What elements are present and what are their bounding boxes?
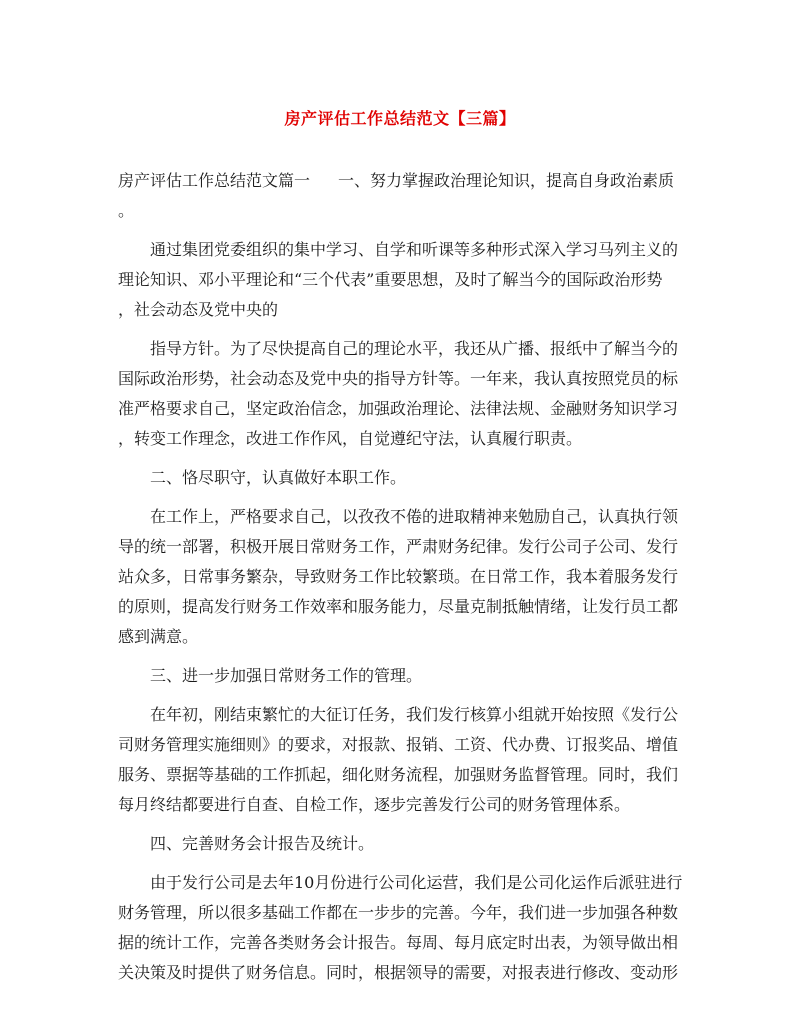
- paragraph-line: 指导方针。为了尽快提高自己的理论水平，我还从广播、报纸中了解当今的: [150, 339, 679, 358]
- section-heading: 三、进一步加强日常财务工作的管理。: [150, 666, 423, 685]
- paragraph-2: [118, 334, 683, 454]
- intro-line-2: 。: [118, 201, 135, 220]
- paragraph-line: 每月终结都要进行自查、自检工作，逐步完善发行公司的财务管理体系。: [118, 795, 631, 814]
- paragraph-line: 的原则，提高发行财务工作效率和服务能力，尽量克制抵触情绪，让发行员工都: [118, 597, 679, 616]
- section-heading-3: [118, 661, 683, 691]
- section-heading-4: [118, 829, 683, 859]
- paragraph-line: 通过集团党委组织的集中学习、自学和听课等多种形式深入学习马列主义的: [150, 240, 679, 259]
- paragraph-3: [118, 502, 683, 652]
- paragraph-line: 服务、票据等基础的工作抓起，细化财务流程，加强财务监督管理。同时，我们: [118, 765, 679, 784]
- section-heading: 二、恪尽职守，认真做好本职工作。: [150, 468, 407, 487]
- paragraph-1: [118, 235, 683, 325]
- paragraph-line: 准严格要求自己，坚定政治信念，加强政治理论、法律法规、金融财务知识学习: [118, 399, 679, 418]
- paragraph-line: 国际政治形势，社会动态及党中央的指导方针等。一年来，我认真按照党员的标: [118, 369, 679, 388]
- document-body: [118, 166, 683, 997]
- section-heading-2: [118, 463, 683, 493]
- intro-paragraph: [118, 166, 683, 226]
- paragraph-line: 理论知识、邓小平理论和“三个代表”重要思想，及时了解当今的国际政治形势: [118, 270, 663, 289]
- paragraph-line: 在年初，刚结束繁忙的大征订任务，我们发行核算小组就开始按照《发行公: [150, 705, 679, 724]
- paragraph-line: 关决策及时提供了财务信息。同时，根据领导的需要，对报表进行修改、变动形: [118, 963, 679, 982]
- section-heading: 四、完善财务会计报告及统计。: [150, 834, 375, 853]
- paragraph-line: 站众多，日常事务繁杂，导致财务工作比较繁琐。在日常工作，我本着服务发行: [118, 567, 679, 586]
- paragraph-5: [118, 868, 683, 988]
- paragraph-line: 财务管理，所以很多基础工作都在一步步的完善。今年，我们进一步加强各种数: [118, 903, 679, 922]
- paragraph-line: ，社会动态及党中央的: [118, 300, 279, 319]
- document-title: 房产评估工作总结范文【三篇】: [284, 109, 516, 128]
- intro-line-1: [118, 166, 683, 196]
- paragraph-line: ，转变工作理念，改进工作作风，自觉遵纪守法，认真履行职责。: [118, 429, 583, 448]
- paragraph-line: 据的统计工作，完善各类财务会计报告。每周、每月底定时出表，为领导做出相: [118, 933, 679, 952]
- paragraph-line: 导的统一部署，积极开展日常财务工作，严肃财务纪律。发行公司子公司、发行: [118, 537, 679, 556]
- paragraph-4: [118, 700, 683, 820]
- paragraph-line: 由于发行公司是去年10月份进行公司化运营，我们是公司化运作后派驻进行: [150, 873, 683, 892]
- paragraph-line: 司财务管理实施细则》的要求，对报款、报销、工资、代办费、订报奖品、增值: [118, 735, 679, 754]
- intro-lead: 房产评估工作总结范文篇一: [118, 171, 311, 190]
- intro-heading: 一、努力掌握政治理论知识，提高自身政治素质: [338, 171, 675, 190]
- paragraph-line: 感到满意。: [118, 627, 199, 646]
- paragraph-line: 在工作上，严格要求自己，以孜孜不倦的进取精神来勉励自己，认真执行领: [150, 507, 679, 526]
